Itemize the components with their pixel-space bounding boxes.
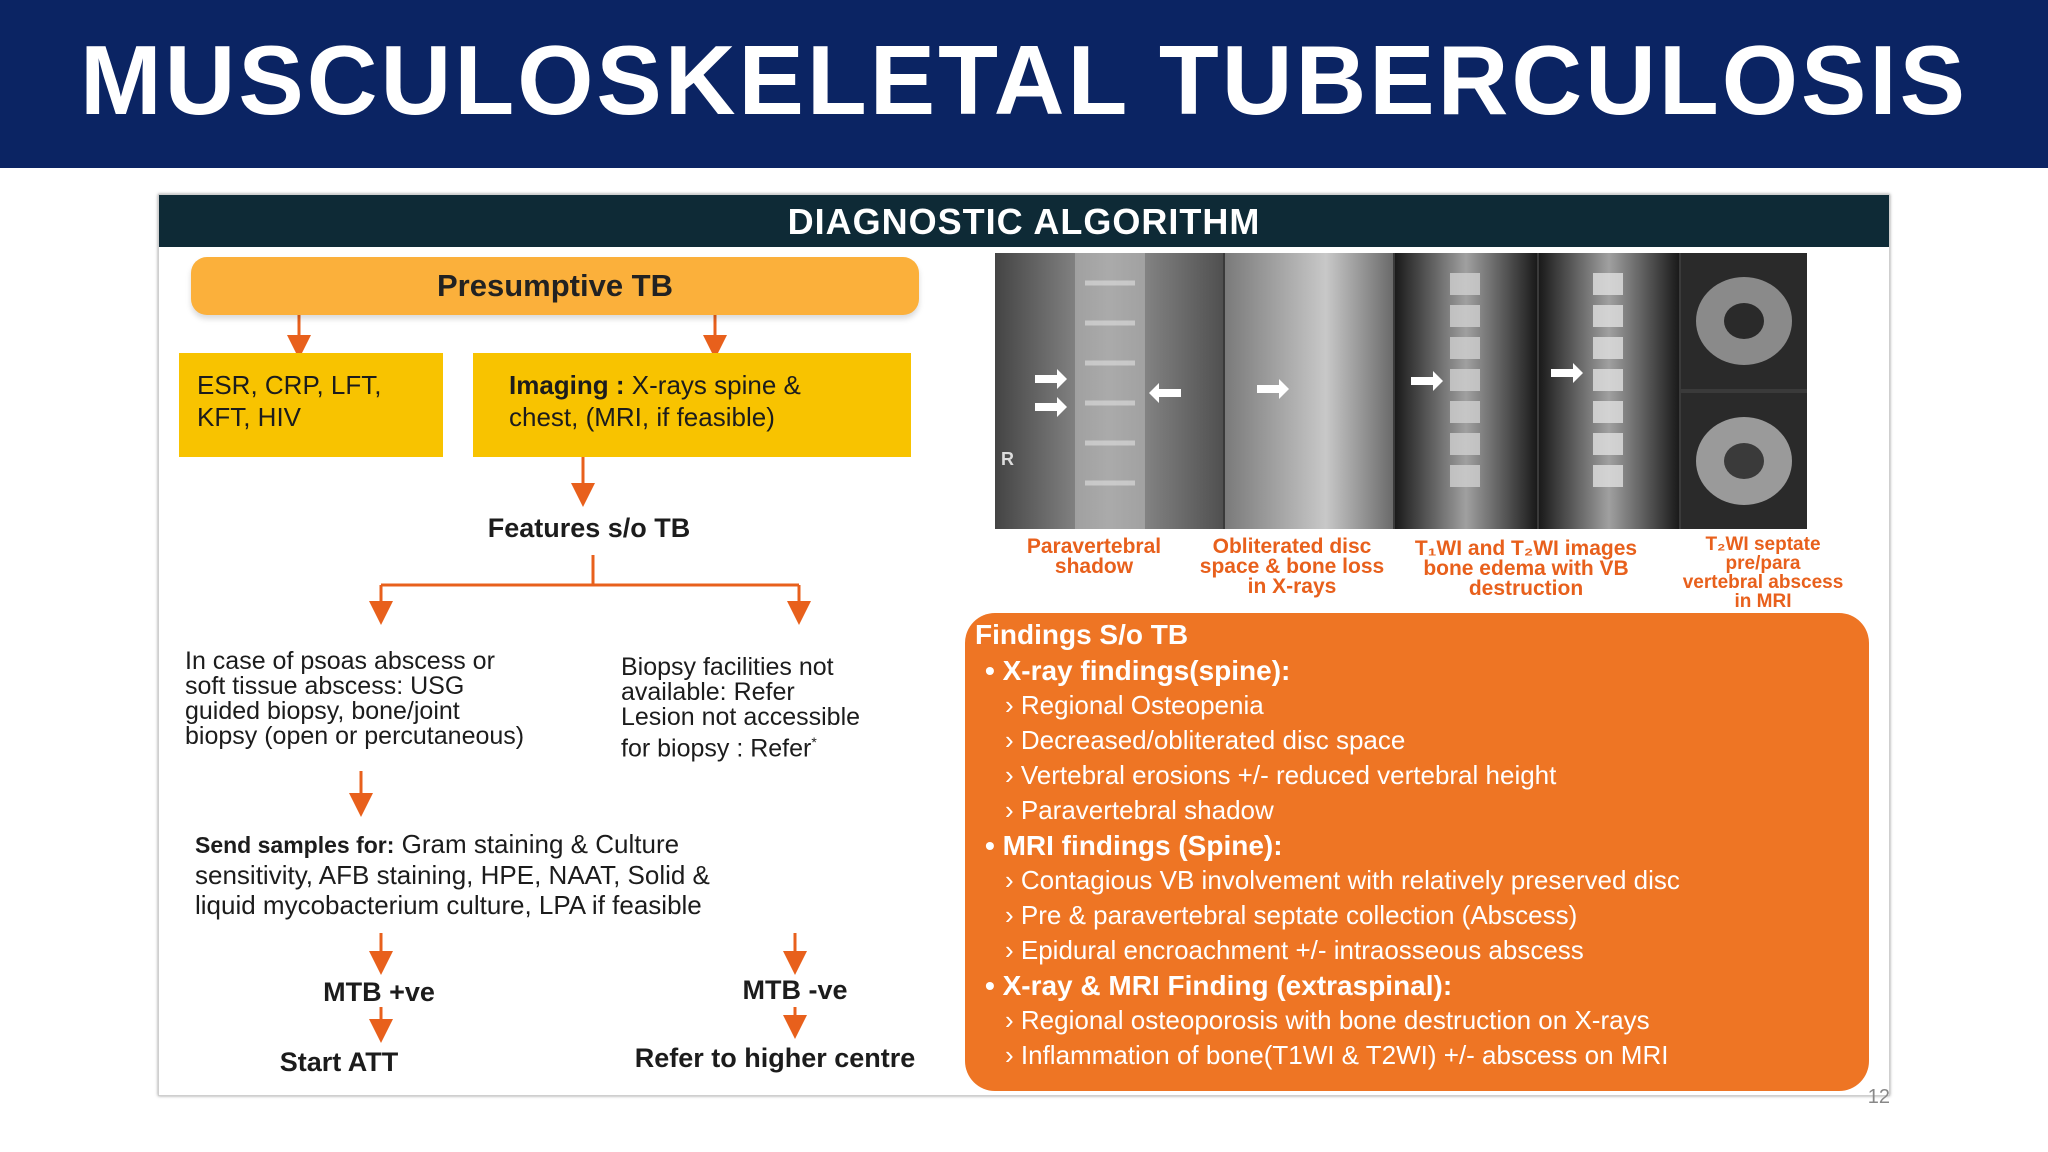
right-branch-line-3: Lesion not accessible <box>621 703 861 731</box>
mri-spine-title: • MRI findings (Spine): <box>985 830 1283 861</box>
caption-1-line-1: Paravertebral <box>1026 535 1162 558</box>
caption-3-line-1: T₁WI and T₂WI images <box>1414 537 1638 560</box>
radiograph-side-marker: R <box>1001 449 1014 469</box>
finding-item: › Inflammation of bone(T1WI & T2WI) +/- abscess on MRI <box>1005 1040 1669 1070</box>
refer-label: Refer to higher centre <box>634 1043 916 1073</box>
right-branch-line-1: Biopsy facilities not <box>621 653 834 681</box>
right-branch-line-2: available: Refer <box>621 678 795 706</box>
extraspinal-title: • X-ray & MRI Finding (extraspinal): <box>985 970 1453 1001</box>
imaging-text-1: X-rays spine & <box>624 370 801 400</box>
caption-2-line-1: Obliterated disc <box>1212 535 1372 558</box>
finding-item: › Vertebral erosions +/- reduced vertebral height <box>1005 760 1557 790</box>
mtb-negative-label: MTB -ve <box>742 975 848 1005</box>
caption-4-line-4: in MRI <box>1734 591 1792 612</box>
mtb-positive-label: MTB +ve <box>323 977 435 1007</box>
presumptive-tb-box: Presumptive TB <box>191 257 919 315</box>
caption-4-line-2: pre/para <box>1725 553 1801 574</box>
imaging-label: Imaging : <box>509 370 625 400</box>
finding-item: › Epidural encroachment +/- intraosseous abscess <box>1005 935 1584 965</box>
caption-1-line-2: shadow <box>1054 555 1134 578</box>
xray-spine-title: • X-ray findings(spine): <box>985 655 1291 686</box>
left-branch-line-2: soft tissue abscess: USG <box>185 672 465 700</box>
samples-line-3: liquid mycobacterium culture, LPA if feasible <box>195 890 702 920</box>
samples-text <box>195 829 915 920</box>
samples-label: Send samples for: <box>195 832 395 858</box>
finding-item: › Regional Osteopenia <box>1005 690 1264 720</box>
caption-4-line-3: vertebral abscess <box>1682 572 1844 593</box>
imaging-strip-art <box>995 253 1807 529</box>
finding-item: › Decreased/obliterated disc space <box>1005 725 1406 755</box>
caption-3-line-2: bone edema with VB <box>1423 557 1629 580</box>
labs-line-1: ESR, CRP, LFT, <box>197 370 382 400</box>
caption-obliterated-disc <box>1185 537 1399 597</box>
imaging-strip <box>995 253 1807 529</box>
labs-box <box>179 353 443 457</box>
start-att-label: Start ATT <box>279 1047 399 1077</box>
findings-box <box>965 613 1869 1091</box>
imaging-text-2: chest, (MRI, if feasible) <box>509 402 775 432</box>
panel-title: DIAGNOSTIC ALGORITHM <box>787 201 1261 242</box>
caption-3-line-3: destruction <box>1468 577 1584 600</box>
slide-number: 12 <box>1867 1086 1890 1108</box>
xray-lateral-image <box>1225 253 1393 529</box>
left-branch-line-3: guided biopsy, bone/joint <box>185 697 460 725</box>
caption-paravertebral <box>999 537 1189 577</box>
left-branch-line-4: biopsy (open or percutaneous) <box>185 722 525 750</box>
left-branch-line-1: In case of psoas abscess or <box>185 647 495 675</box>
findings-heading: Findings S/o TB <box>975 619 1189 650</box>
finding-item: › Regional osteoporosis with bone destruction on X-rays <box>1005 1005 1650 1035</box>
samples-line-1: Gram staining & Culture <box>394 829 680 859</box>
caption-2-line-3: in X-rays <box>1247 575 1337 598</box>
right-branch-mark: * <box>811 734 817 750</box>
finding-item: › Pre & paravertebral septate collection (Abscess) <box>1005 900 1578 930</box>
labs-line-2: KFT, HIV <box>197 402 302 432</box>
features-label: Features s/o TB <box>487 513 691 543</box>
caption-septate-abscess <box>1663 535 1863 611</box>
left-branch-text <box>185 649 615 749</box>
finding-item: › Paravertebral shadow <box>1005 795 1274 825</box>
caption-4-line-1: T₂WI septate <box>1705 534 1821 555</box>
flow-arrows <box>159 195 959 1097</box>
caption-mri-images <box>1395 539 1657 599</box>
right-branch-line-4: for biopsy : Refer <box>621 734 812 763</box>
slide-title: MUSCULOSKELETAL TUBERCULOSIS <box>80 25 1968 135</box>
right-branch-text <box>621 655 943 761</box>
diagnostic-algorithm-panel <box>158 194 1890 1096</box>
imaging-box <box>473 353 911 457</box>
samples-line-2: sensitivity, AFB staining, HPE, NAAT, Solid & <box>195 860 710 890</box>
caption-2-line-2: space & bone loss <box>1199 555 1385 578</box>
finding-item: › Contagious VB involvement with relatively preserved disc <box>1005 865 1680 895</box>
